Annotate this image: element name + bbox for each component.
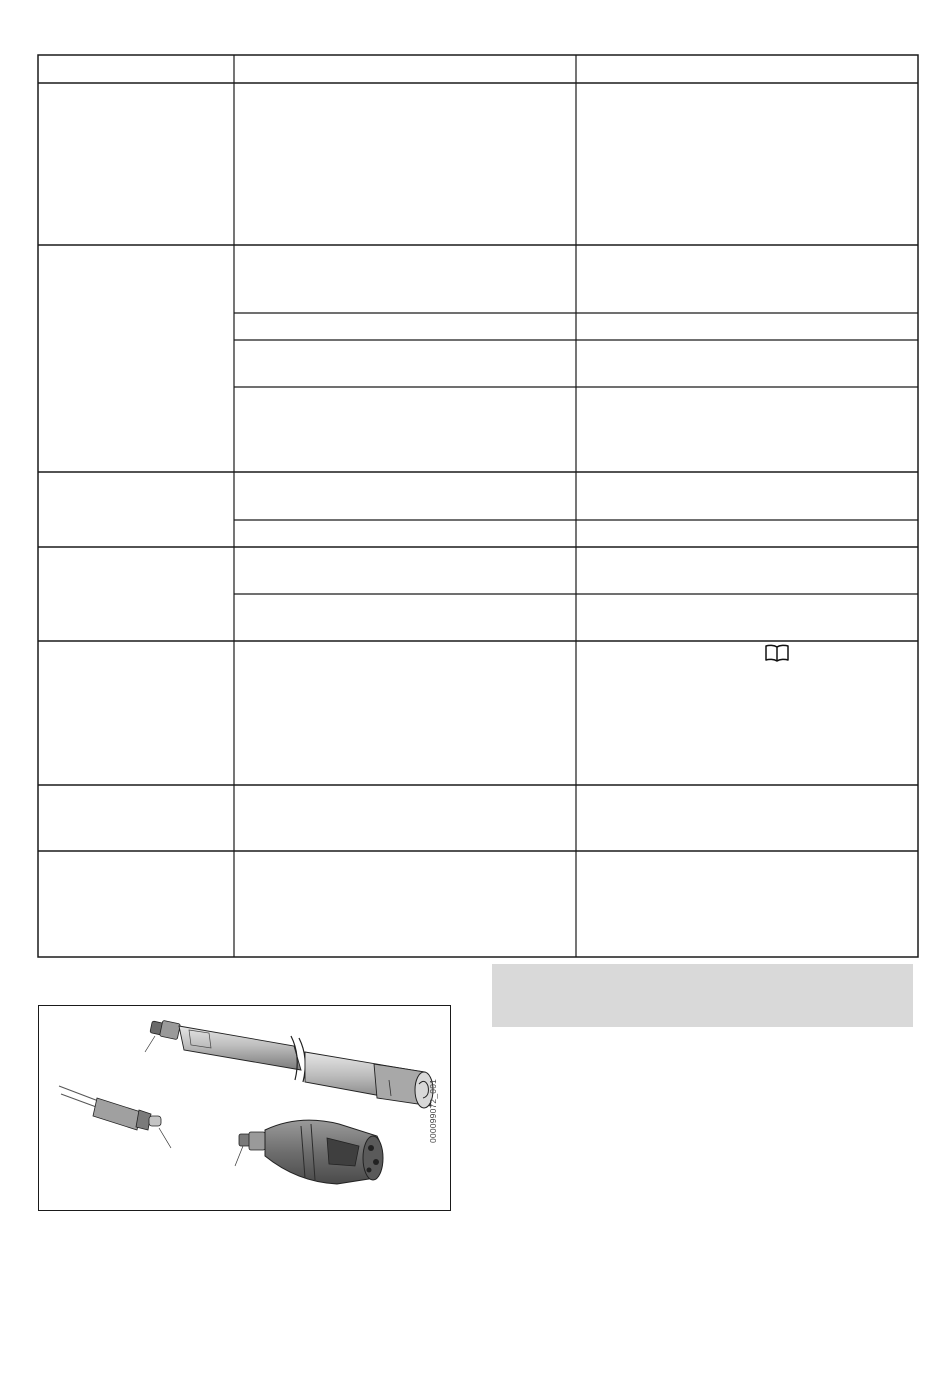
accessory-illustration bbox=[38, 1005, 451, 1211]
note-box bbox=[492, 964, 913, 1027]
hose-connector bbox=[59, 1086, 171, 1148]
spray-lance bbox=[145, 1020, 433, 1108]
open-book-icon bbox=[764, 643, 790, 663]
figure-code: 000099072_001 bbox=[428, 1078, 438, 1143]
rotary-nozzle bbox=[235, 1120, 383, 1184]
accessory-drawing bbox=[39, 1006, 450, 1210]
